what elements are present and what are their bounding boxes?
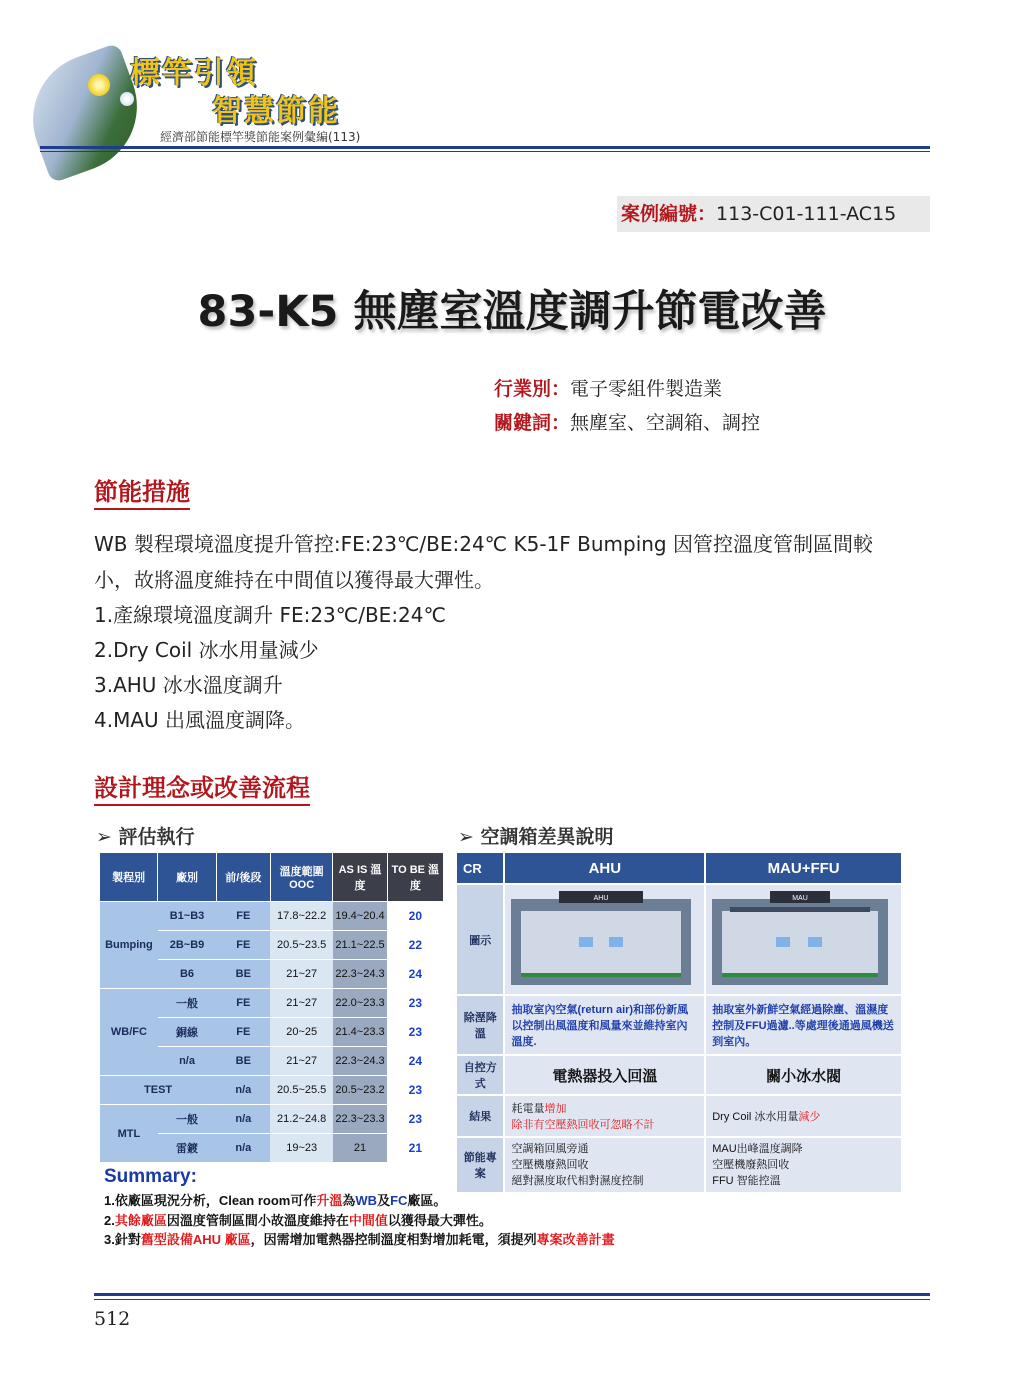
table-row: [457, 1055, 902, 1095]
table-cell: 一般: [158, 1105, 216, 1134]
table-cell: 一般: [158, 989, 216, 1018]
case-number-label: 案例編號：: [621, 203, 717, 225]
section-heading-design: 設計理念或改善流程: [94, 768, 310, 806]
table-cell: 24: [387, 960, 443, 989]
row-label: 自控方式: [457, 1055, 504, 1095]
header-divider: [40, 151, 930, 152]
table-row: [457, 1095, 902, 1137]
table-cell: 20.5~23.5: [270, 931, 332, 960]
screen: [579, 937, 593, 947]
table-header: 溫度範圍 OOC: [270, 853, 332, 902]
table-cell-process: TEST: [100, 1076, 216, 1105]
table-cell-process: WB/FC: [100, 989, 158, 1076]
table-row: [100, 1076, 444, 1105]
mau-diagram: [705, 884, 902, 995]
summary-text: 以獲得最大彈性。: [387, 1213, 492, 1228]
table-cell-process: Bumping: [100, 902, 158, 989]
table-cell: B6: [158, 960, 216, 989]
industry-value: 電子零組件製造業: [570, 378, 723, 400]
table-cell: 20~25: [270, 1018, 332, 1047]
table-header-row: [100, 853, 444, 902]
energy-mau-list: [705, 1137, 902, 1193]
keywords-label: 關鍵詞：: [494, 412, 571, 434]
table-cell: 24: [387, 1047, 443, 1076]
table-cell: FE: [216, 1018, 270, 1047]
floor: [521, 973, 681, 977]
cleanroom-ahu-diagram: [509, 889, 693, 987]
row-label: 除溼降溫: [457, 995, 504, 1055]
screen: [609, 937, 623, 947]
table-cell: 19~23: [270, 1134, 332, 1163]
table-cell: FE: [216, 931, 270, 960]
table-header: TO BE 溫度: [387, 853, 443, 902]
summary-text: 為: [342, 1193, 356, 1208]
table-cell: 23: [387, 1018, 443, 1047]
summary-text: 及: [377, 1193, 391, 1208]
table-cell: 21: [387, 1134, 443, 1163]
screen: [808, 937, 822, 947]
row-label: 結果: [457, 1095, 504, 1137]
table-cell: n/a: [216, 1105, 270, 1134]
footer-divider: [94, 1293, 930, 1296]
summary-highlight: 升溫: [316, 1193, 343, 1208]
result-text: Dry Coil 冰水用量: [712, 1111, 799, 1123]
table-cell: 21.4~23.3: [333, 1018, 387, 1047]
summary-highlight: 其餘廠區: [114, 1213, 167, 1228]
summary-text: 廠區。: [407, 1193, 447, 1208]
table-cell: 19.4~20.4: [333, 902, 387, 931]
table-cell: n/a: [216, 1134, 270, 1163]
result-text: 耗電量: [511, 1103, 545, 1115]
table-cell: 22.3~24.3: [333, 1047, 387, 1076]
ahu-tag: AHU: [594, 895, 609, 902]
result-ahu-text: [504, 1095, 705, 1137]
table-cell: 22.3~24.3: [333, 960, 387, 989]
table-header: 前/後段: [216, 853, 270, 902]
table-cell: 22: [387, 931, 443, 960]
table-cell: 21.1~22.5: [333, 931, 387, 960]
publication-subtitle: 經濟部節能標竿獎節能案例彙編(113): [160, 130, 361, 144]
summary-line-1: [104, 1190, 446, 1209]
summary-text: 1.依廠區現況分析，Clean room可作: [104, 1193, 317, 1208]
table-cell: 2B~B9: [158, 931, 216, 960]
table-cell: B1~B3: [158, 902, 216, 931]
table-cell: 雷鍍: [158, 1134, 216, 1163]
table-cell: 22.3~23.3: [333, 1105, 387, 1134]
summary-line-3: [104, 1229, 615, 1248]
header-divider: [40, 146, 930, 149]
control-mau-text: 關小冰水閥: [705, 1055, 902, 1095]
table-cell: 20.5~23.2: [333, 1076, 387, 1105]
subheading-evaluation: ➢ 評估執行: [96, 826, 195, 848]
table-cell: 23: [387, 1076, 443, 1105]
measure-item: 1.產線環境溫度調升 FE:23℃/BE:24℃: [94, 603, 446, 627]
keywords-line: [494, 408, 760, 435]
table-cell: FE: [216, 989, 270, 1018]
table-cell: BE: [216, 1047, 270, 1076]
measure-item: 3.AHU 冰水溫度調升: [94, 673, 283, 697]
summary-text: 因溫度管制區間小故溫度維持在: [166, 1213, 349, 1228]
summary-highlight: 舊型設備AHU 廠區: [140, 1232, 251, 1247]
ahu-diagram: [504, 884, 705, 995]
result-highlight: 減少: [798, 1111, 821, 1123]
table-row: [100, 989, 444, 1018]
list-item: 絕對濕度取代相對濕度控制: [511, 1175, 644, 1187]
result-highlight: 增加: [544, 1103, 567, 1115]
table-cell: 21: [333, 1134, 387, 1163]
floor: [722, 973, 878, 977]
table-cell: 23: [387, 1105, 443, 1134]
table-row: [457, 995, 902, 1055]
table-cell: 20.5~25.5: [270, 1076, 332, 1105]
table-header: AHU: [504, 853, 705, 884]
list-item: FFU 智能控溫: [712, 1175, 781, 1187]
page-title: 83-K5 無塵室溫度調升節電改善: [197, 287, 827, 337]
list-item: 空壓機廢熱回收: [712, 1159, 790, 1171]
summary-highlight: FC: [390, 1193, 408, 1208]
summary-highlight: WB: [355, 1193, 378, 1208]
table-cell: FE: [216, 902, 270, 931]
summary-highlight: 中間值: [348, 1213, 388, 1228]
energy-ahu-list: [504, 1137, 705, 1193]
list-item: 空調箱回風旁通: [511, 1143, 589, 1155]
table-cell: 17.8~22.2: [270, 902, 332, 931]
row-label: 節能專案: [457, 1137, 504, 1193]
row-label: 圖示: [457, 884, 504, 995]
table-row: [100, 1105, 444, 1134]
table-cell: 銅線: [158, 1018, 216, 1047]
section-heading-measures: 節能措施: [94, 472, 190, 510]
table-cell: 21~27: [270, 989, 332, 1018]
table-cell: 21~27: [270, 1047, 332, 1076]
cleanroom-mau-diagram: [710, 889, 890, 987]
result-mau-text: [705, 1095, 902, 1137]
table-header: CR: [457, 853, 504, 884]
summary-text: ，因需增加電熱器控制溫度相對增加耗電，須提列: [250, 1232, 537, 1247]
table-cell: 20: [387, 902, 443, 931]
ffu-row: [730, 907, 870, 912]
evaluation-table: [100, 853, 444, 1163]
footer-divider: [94, 1299, 930, 1300]
case-number-value: 113-C01-111-AC15: [716, 203, 897, 225]
table-cell: BE: [216, 960, 270, 989]
summary-text: 3.針對: [104, 1232, 141, 1247]
room-interior: [521, 911, 681, 977]
table-cell: n/a: [158, 1047, 216, 1076]
table-cell: n/a: [216, 1076, 270, 1105]
table-header-row: [457, 853, 902, 884]
measures-paragraph-line: WB 製程環境溫度提升管控:FE:23℃/BE:24℃ K5-1F Bumping 因管控溫度管制區間較: [94, 532, 873, 556]
list-item: 空壓機廢熱回收: [511, 1159, 589, 1171]
subheading-ahu-diff: ➢ 空調箱差異說明: [458, 826, 614, 848]
logo-flower-icon: [88, 74, 110, 96]
summary-title: Summary:: [104, 1166, 197, 1187]
measure-item: 4.MAU 出風溫度調降。: [94, 708, 306, 732]
summary-line-2: [104, 1210, 492, 1229]
logo-slogan-line2: 智慧節能: [212, 94, 340, 129]
industry-label: 行業別：: [494, 378, 571, 400]
table-row: [100, 902, 444, 931]
room-interior: [722, 911, 878, 977]
dehumid-ahu-text: 抽取室內空氣(return air)和部份新風以控制出風溫度和風量來並維持室內溫度.: [504, 995, 705, 1055]
table-row: [457, 1137, 902, 1193]
logo-slogan-line1: 標竿引領: [130, 56, 258, 91]
page-number: 512: [94, 1308, 131, 1330]
mau-tag: MAU: [792, 895, 808, 902]
summary-text: 2.: [104, 1213, 115, 1228]
industry-line: [494, 374, 722, 401]
table-header: MAU+FFU: [705, 853, 902, 884]
summary-highlight: 專案改善計畫: [536, 1232, 615, 1247]
table-cell: 23: [387, 989, 443, 1018]
case-number-box: [617, 196, 930, 232]
measures-paragraph-line: 小，故將溫度維持在中間值以獲得最大彈性。: [94, 568, 494, 592]
measure-item: 2.Dry Coil 冰水用量減少: [94, 638, 319, 662]
logo-flower-icon: [120, 92, 134, 106]
dehumid-mau-text: 抽取室外新鮮空氣經過除塵、溫濕度控制及FFU過濾..等處理後通過風機送到室內。: [705, 995, 902, 1055]
keywords-value: 無塵室、空調箱、調控: [570, 412, 761, 434]
control-ahu-text: 電熱器投入回溫: [504, 1055, 705, 1095]
table-header: AS IS 溫度: [333, 853, 387, 902]
table-row: [457, 884, 902, 995]
table-cell: 21.2~24.8: [270, 1105, 332, 1134]
result-note: 除非有空壓熱回收可忽略不計: [511, 1119, 655, 1131]
table-header: 製程別: [100, 853, 158, 902]
table-cell: 21~27: [270, 960, 332, 989]
table-cell-process: MTL: [100, 1105, 158, 1163]
screen: [776, 937, 790, 947]
table-header: 廠別: [158, 853, 216, 902]
list-item: MAU出峰溫度調降: [712, 1143, 803, 1155]
ahu-comparison-table: [457, 853, 903, 1194]
table-cell: 22.0~23.3: [333, 989, 387, 1018]
